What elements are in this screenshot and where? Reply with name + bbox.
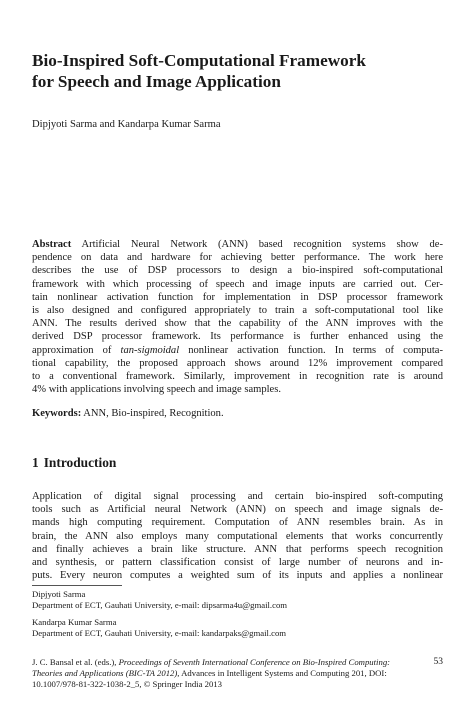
intro-line: puts. Every neuron computes a weighted sum of its inputs and applies a nonlinear <box>32 570 443 582</box>
abstract-line: describes the use of DSP processors to design a bio-inspired soft-computational <box>32 265 443 277</box>
abstract <box>32 238 443 396</box>
abstract-line: framework with which processing of speech and image inputs are carried out. Cer- <box>32 278 443 290</box>
abstract-line: pendence on data and hardware for achieving better performance. The work here <box>32 252 443 264</box>
section-number: 1 <box>32 455 39 470</box>
intro-line: brain, the ANN also employs many computational elements that works concurrently <box>32 530 443 542</box>
proceedings-title: Proceedings of Seventh International Conference on Bio-Inspired Computing: Theories and Applications (BIC-TA 2012) <box>32 657 391 679</box>
citation-footer: J. C. Bansal et al. (eds.), Proceedings of Seventh International Conference on Bio-Inspired Computing: Theories and Applications (BIC-TA 2012), Advances in Intelligent Systems and Computing 201, DOI: 10.1007/978-81-322-1038-2_5, © Springer India 2013 <box>32 657 391 690</box>
abstract-line: approximation of tan-sigmoidal nonlinear activation function. In terms of computa- <box>32 344 443 356</box>
abstract-line: to a conventional framework. Similarly, improvement in recognition rate is around <box>32 371 443 383</box>
abstract-line: ANN. The results derived show that the capability of the ANN improves with the <box>32 318 443 330</box>
footnote-name: Kandarpa Kumar Sarma <box>32 617 117 627</box>
abstract-line: tain nonlinear activation function for implementation in DSP processor framework <box>32 291 443 303</box>
footnote-name: Dipjyoti Sarma <box>32 589 86 599</box>
title-line-2: for Speech and Image Application <box>32 72 281 91</box>
title-line-1: Bio-Inspired Soft-Computational Framework <box>32 51 366 70</box>
footnote-author-2 <box>32 617 443 639</box>
intro-line: Application of digital signal processing and certain bio-inspired soft-computing <box>32 491 443 502</box>
abstract-line: Abstract Artificial Neural Network (ANN) based recognition systems show de- <box>32 239 443 250</box>
abstract-line: derived DSP processor framework. Its performance is further enhanced using the <box>32 331 443 343</box>
emphasized-term: tan-sigmoidal <box>120 344 180 356</box>
section-title: Introduction <box>43 455 117 470</box>
abstract-line: 4% with applications involving speech and image samples. <box>32 384 281 396</box>
abstract-line: tional capability, the proposed approach shows around 12% improvement compared <box>32 357 443 369</box>
page-number: 53 <box>433 657 443 667</box>
author-list: Dipjyoti Sarma and Kandarpa Kumar Sarma <box>32 119 221 130</box>
intro-line: and finally achieves a brain like structure. ANN that performs speech recognition <box>32 543 443 555</box>
footnote-divider <box>32 585 122 586</box>
abstract-label: Abstract <box>32 239 72 250</box>
intro-line: tools such as Artificial neural Network (ANN) on speech and image signals de- <box>32 504 443 516</box>
keywords-label: Keywords: <box>32 408 82 419</box>
footnote-affiliation: Department of ECT, Gauhati University, e-mail: kandarpaks@gmail.com <box>32 628 287 639</box>
section-heading <box>32 455 116 471</box>
intro-line: and synthesis, or pattern classification consist of large number of neurons and in- <box>32 557 443 569</box>
keywords <box>32 407 443 420</box>
intro-paragraph <box>32 490 443 582</box>
intro-line: mands high computing requirement. Computation of ANN resembles brain. As in <box>32 517 443 529</box>
footnote-author-1 <box>32 589 443 611</box>
abstract-line: is also designed and configured appropriately to train a soft-computational tool like <box>32 305 443 317</box>
paper-title <box>32 50 452 92</box>
keywords-text: ANN, Bio-inspired, Recognition. <box>81 408 224 419</box>
footnote-affiliation: Department of ECT, Gauhati University, e-mail: dipsarma4u@gmail.com <box>32 600 288 611</box>
